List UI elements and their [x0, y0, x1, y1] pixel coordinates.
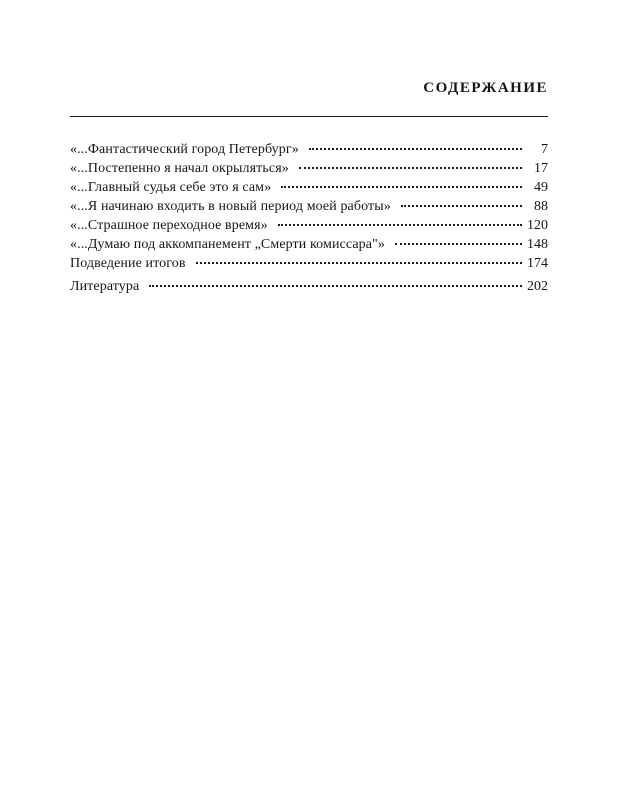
dot-leader	[196, 262, 522, 264]
dot-leader	[395, 243, 522, 245]
dot-leader	[299, 167, 522, 169]
toc-entry-title: «...Главный судья себе это я сам»	[70, 180, 272, 195]
toc-entry-page: 7	[541, 142, 548, 157]
toc-entry	[70, 254, 548, 273]
dot-leader	[281, 186, 522, 188]
toc-entry-page: 17	[534, 161, 548, 176]
toc-entry	[70, 277, 548, 296]
toc-entry-title: Литература	[70, 279, 140, 294]
toc-entry-page: 202	[527, 279, 548, 294]
dot-leader	[309, 148, 522, 150]
toc-entry-page: 174	[527, 256, 548, 271]
toc-entry-page: 49	[534, 180, 548, 195]
table-of-contents	[70, 140, 548, 296]
toc-entry-title: «...Постепенно я начал окрыляться»	[70, 161, 289, 176]
toc-entry	[70, 216, 548, 235]
toc-entry-page: 148	[527, 237, 548, 252]
toc-entry	[70, 235, 548, 254]
toc-entry-page: 88	[534, 199, 548, 214]
contents-heading: СОДЕРЖАНИЕ	[423, 80, 548, 96]
toc-entry-title: «...Страшное переходное время»	[70, 218, 268, 233]
toc-entry	[70, 197, 548, 216]
dot-leader	[401, 205, 522, 207]
toc-entry-title: Подведение итогов	[70, 256, 186, 271]
dot-leader	[278, 224, 522, 226]
dot-leader	[149, 285, 522, 287]
toc-entry-title: «...Фантастический город Петербург»	[70, 142, 299, 157]
toc-entry	[70, 178, 548, 197]
heading-rule	[70, 116, 548, 117]
toc-entry	[70, 159, 548, 178]
toc-entry-page: 120	[527, 218, 548, 233]
toc-entry	[70, 140, 548, 159]
toc-entry-title: «...Я начинаю входить в новый период моей работы»	[70, 199, 391, 214]
toc-entry-title: «...Думаю под аккомпанемент „Смерти комиссара"»	[70, 237, 385, 252]
